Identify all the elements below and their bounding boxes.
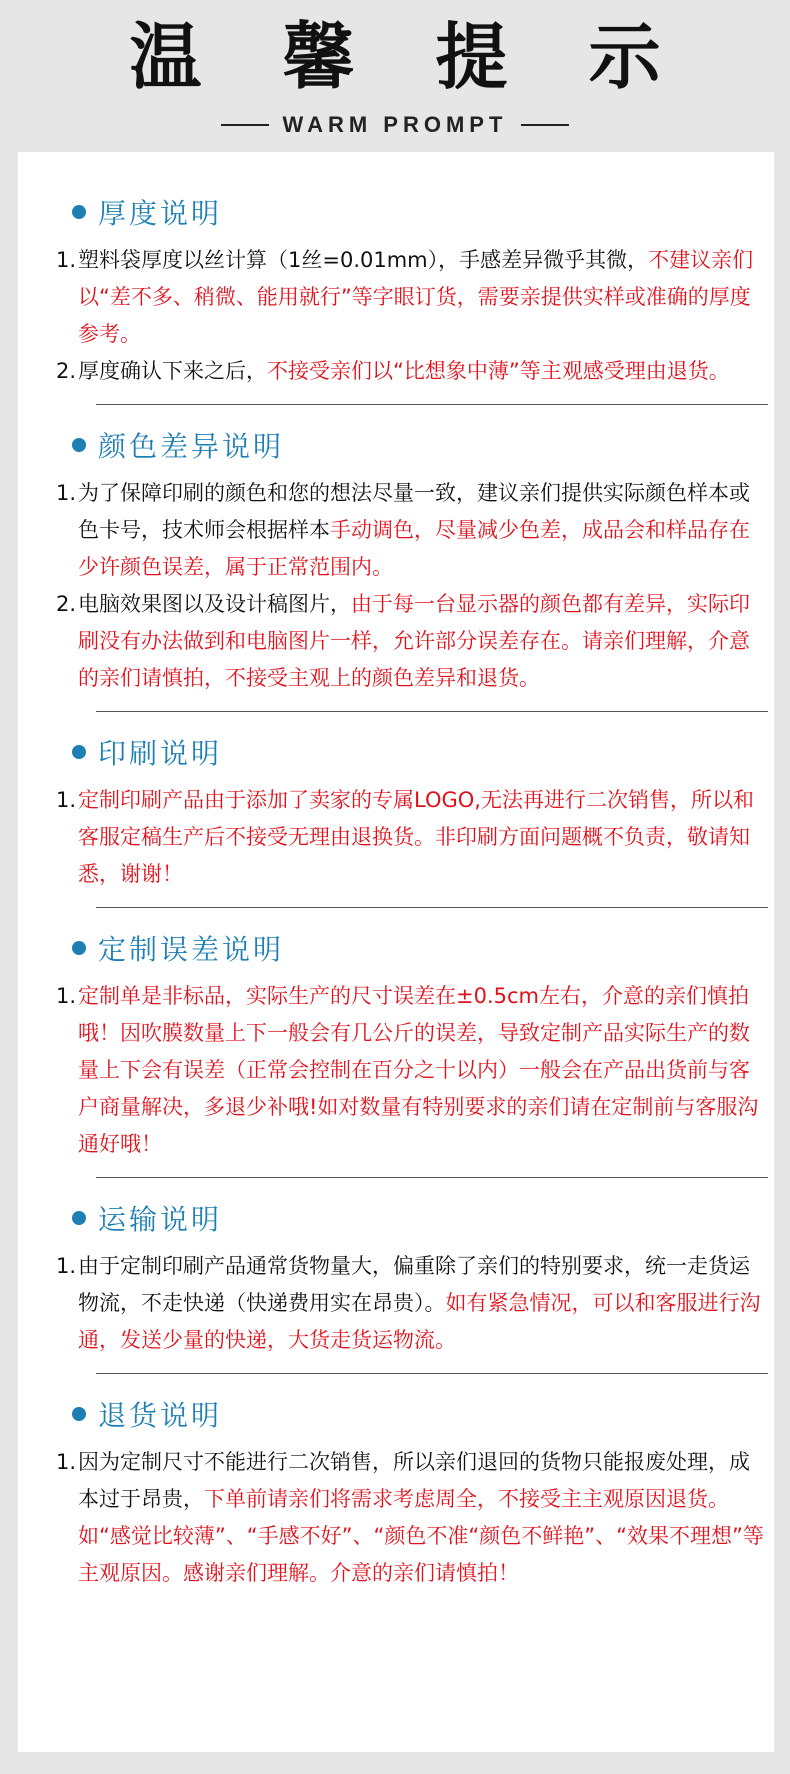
item-number: 2. bbox=[55, 359, 76, 383]
page-title: 温 馨 提 示 bbox=[129, 15, 689, 99]
item-text bbox=[76, 586, 770, 697]
section-header bbox=[50, 1200, 770, 1236]
section-header bbox=[50, 194, 770, 230]
bullet-dot-icon bbox=[72, 205, 86, 219]
section-title: 运输说明 bbox=[98, 1203, 223, 1236]
item-text-warning: 定制单是非标品，实际生产的尺寸误差在±0.5cm左右，介意的亲们慎拍哦！因吹膜数量上下一般会有几公斤的误差，导致定制产品实际生产的数量上下会有误差（正常会控制在百分之十以内）一般会在产品出货前与客户商量解决，多退少补哦!如对数量有特别要求的亲们请在定制前与客服沟通好哦！ bbox=[78, 984, 759, 1156]
bullet-dot-icon bbox=[72, 941, 86, 955]
item-text-warning: 不接受亲们以“比想象中薄”等主观感受理由退货。 bbox=[267, 359, 730, 383]
notice-item bbox=[50, 353, 770, 390]
item-number: 2. bbox=[55, 592, 76, 616]
item-text-normal: 电脑效果图以及设计稿图片， bbox=[78, 592, 351, 616]
section-title: 定制误差说明 bbox=[98, 933, 285, 966]
section-title: 颜色差异说明 bbox=[98, 430, 285, 463]
item-text bbox=[76, 242, 770, 353]
item-text-warning: 如有紧急情况，可以和客服进行沟通，发送少量的快递，大货走货运物流。 bbox=[78, 1291, 761, 1352]
notice-item bbox=[50, 586, 770, 697]
item-text-warning: 由于每一台显示器的颜色都有差异，实际印刷没有办法做到和电脑图片一样，允许部分误差存在。请亲们理解，介意的亲们请慎拍，不接受主观上的颜色差异和退货。 bbox=[78, 592, 750, 690]
section-header bbox=[50, 1396, 770, 1432]
content-card bbox=[18, 152, 774, 1752]
item-text-warning: 不建议亲们以“差不多、稍微、能用就行”等字眼订货，需要亲提供实样或准确的厚度参考。 bbox=[78, 248, 754, 346]
item-text-warning: 手动调色，尽量减少色差，成品会和样品存在少许颜色误差，属于正常范围内。 bbox=[78, 518, 750, 579]
notice-item bbox=[50, 1248, 770, 1359]
item-text bbox=[76, 1444, 770, 1592]
section-divider bbox=[96, 404, 768, 405]
section-header bbox=[50, 734, 770, 770]
item-text-normal: 厚度确认下来之后， bbox=[78, 359, 267, 383]
section-divider bbox=[96, 1373, 768, 1374]
section-title: 印刷说明 bbox=[98, 737, 223, 770]
notice-section bbox=[50, 1396, 770, 1592]
item-text-warning: 定制印刷产品由于添加了卖家的专属LOGO,无法再进行二次销售，所以和客服定稿生产后不接受无理由退换货。非印刷方面问题概不负责，敬请知悉，谢谢！ bbox=[78, 788, 754, 886]
item-number: 1. bbox=[55, 481, 76, 505]
bullet-dot-icon bbox=[72, 438, 86, 452]
item-text bbox=[76, 475, 770, 586]
bullet-dot-icon bbox=[72, 1211, 86, 1225]
section-title: 厚度说明 bbox=[98, 197, 223, 230]
subtitle-rule-left bbox=[221, 124, 269, 126]
item-text bbox=[76, 1248, 770, 1359]
page-header bbox=[0, 0, 790, 152]
subtitle-row bbox=[0, 112, 790, 138]
section-header bbox=[50, 930, 770, 966]
item-text-warning: 下单前请亲们将需求考虑周全，不接受主主观原因退货。如“感觉比较薄”、“手感不好”、“颜色不准“颜色不鲜艳”、“效果不理想”等主观原因。感谢亲们理解。介意的亲们请慎拍！ bbox=[78, 1487, 764, 1585]
subtitle-rule-right bbox=[521, 124, 569, 126]
notice-item bbox=[50, 242, 770, 353]
item-text-normal: 塑料袋厚度以丝计算（1丝=0.01mm），手感差异微乎其微， bbox=[78, 248, 649, 272]
section-header bbox=[50, 427, 770, 463]
item-number: 1. bbox=[55, 1450, 76, 1474]
notice-item bbox=[50, 782, 770, 893]
notice-item bbox=[50, 1444, 770, 1592]
item-number: 1. bbox=[55, 248, 76, 272]
notice-section bbox=[50, 734, 770, 893]
item-text bbox=[76, 353, 770, 390]
notice-item bbox=[50, 978, 770, 1163]
notice-section bbox=[50, 194, 770, 390]
notice-item bbox=[50, 475, 770, 586]
item-text bbox=[76, 978, 770, 1163]
item-number: 1. bbox=[55, 788, 76, 812]
notice-section bbox=[50, 427, 770, 697]
bullet-dot-icon bbox=[72, 745, 86, 759]
notice-section bbox=[50, 1200, 770, 1359]
bullet-dot-icon bbox=[72, 1407, 86, 1421]
notice-section bbox=[50, 930, 770, 1163]
item-number: 1. bbox=[55, 984, 76, 1008]
item-text-normal: 因为定制尺寸不能进行二次销售，所以亲们退回的货物只能报废处理，成本过于昂贵， bbox=[78, 1450, 750, 1511]
section-divider bbox=[96, 907, 768, 908]
section-divider bbox=[96, 711, 768, 712]
item-number: 1. bbox=[55, 1254, 76, 1278]
section-divider bbox=[96, 1177, 768, 1178]
item-text-normal: 由于定制印刷产品通常货物量大，偏重除了亲们的特别要求，统一走货运物流，不走快递（快递费用实在昂贵）。 bbox=[78, 1254, 750, 1315]
item-text bbox=[76, 782, 770, 893]
item-text-normal: 为了保障印刷的颜色和您的想法尽量一致，建议亲们提供实际颜色样本或色卡号，技术师会根据样本 bbox=[78, 481, 750, 542]
section-title: 退货说明 bbox=[98, 1399, 223, 1432]
page-subtitle: WARM PROMPT bbox=[282, 112, 508, 137]
